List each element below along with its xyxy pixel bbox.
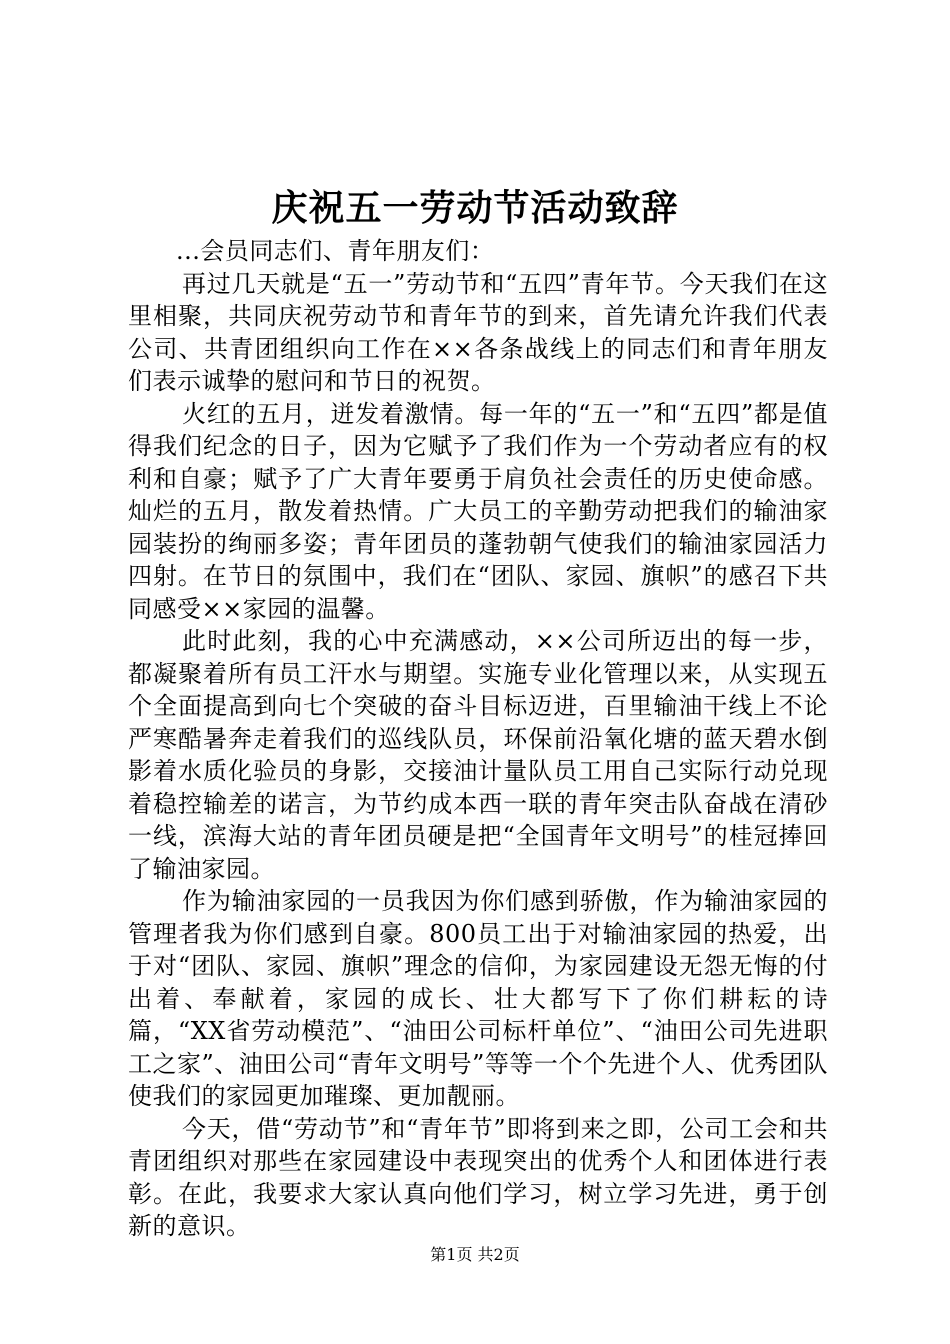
salutation: ...会员同志们、青年朋友们： [176,237,495,265]
paragraph-4: 作为输油家园的一员我因为你们感到骄傲，作为输油家园的管理者我为你们感到自豪。800员工出于对输油家园的热爱，出于对“团队、家园、旗帜”理念的信仰，为家园建设无怨无悔的付出着、奉献着，家园的成长、壮大都写下了你们耕耘的诗篇，“XX省劳动模范”、“油田公司标杆单位”、“油田公司先进职工之家”、油田公司“青年文明号”等等一个个先进个人、优秀团队使我们的家园更加璀璨、更加靓丽。 [128,887,828,1110]
page-number-footer: 第1页 共2页 [430,1245,520,1264]
paragraph-1: 再过几天就是“五一”劳动节和“五四”青年节。今天我们在这里相聚，共同庆祝劳动节和青年节的到来，首先请允许我们代表公司、共青团组织向工作在××各条战线上的同志们和青年朋友们表示诚挚的慰问和节日的祝贺。 [128,269,828,395]
document-body [128,235,828,1243]
paragraph-3: 此时此刻，我的心中充满感动，××公司所迈出的每一步，都凝聚着所有员工汗水与期望。实施专业化管理以来，从实现五个全面提高到向七个突破的奋斗目标迈进，百里输油干线上不论严寒酷暑奔走着我们的巡线队员，环保前沿氧化塘的蓝天碧水倒影着水质化验员的身影，交接油计量队员工用自己实际行动兑现着稳控输差的诺言，为节约成本西一联的青年突击队奋战在清砂一线，滨海大站的青年团员硬是把“全国青年文明号”的桂冠捧回了输油家园。 [128,627,828,883]
paragraph-2: 火红的五月，迸发着激情。每一年的“五一”和“五四”都是值得我们纪念的日子，因为它赋予了我们作为一个劳动者应有的权利和自豪；赋予了广大青年要勇于肩负社会责任的历史使命感。灿烂的五月，散发着热情。广大员工的辛勤劳动把我们的输油家园装扮的绚丽多姿；青年团员的蓬勃朝气使我们的输油家园活力四射。在节日的氛围中，我们在“团队、家园、旗帜”的感召下共同感受××家园的温馨。 [128,399,828,623]
document-title: 庆祝五一劳动节活动致辞 [271,187,679,229]
paragraph-5: 今天，借“劳动节”和“青年节”即将到来之即，公司工会和共青团组织对那些在家园建设中表现突出的优秀个人和团体进行表彰。在此，我要求大家认真向他们学习，树立学习先进，勇于创新的意识。 [128,1114,828,1240]
